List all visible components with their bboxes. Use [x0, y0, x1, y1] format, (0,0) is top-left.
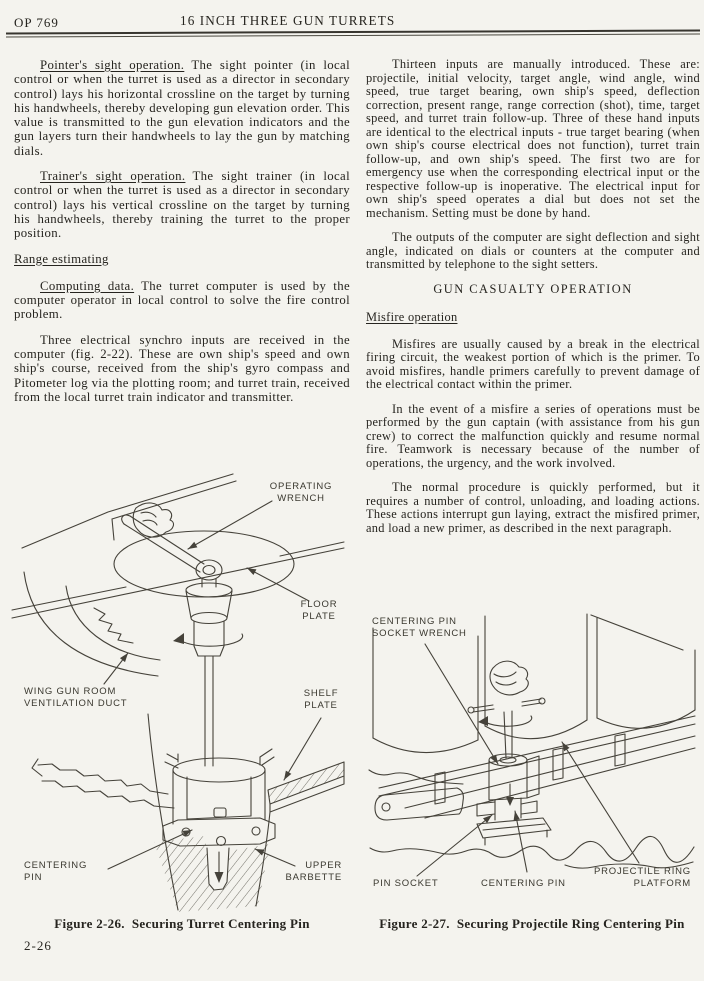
figure-label-operating-wrench: OPERATING WRENCH	[269, 481, 333, 505]
paragraph-pointer-sight: Pointer's sight operation. The sight pointer (in local control or when the turret is used as a director in secondary control) lays his horizontal crossline on the target by turning his handwheels, thereby developing gun elevation order. This value is transmitted to the gun elevation indicators and the gun layers turn their handwheels to lay the gun by matching dials.	[14, 58, 350, 158]
heading-range-estimating: Range estimating	[14, 251, 109, 266]
figure-label-floor-plate: FLOOR PLATE	[300, 599, 338, 623]
paragraph-computer-outputs: The outputs of the computer are sight deflection and sight angle, indicated on dials or counters at the computer and transmitted by telephone to the sight setters.	[366, 230, 700, 271]
figure-label-centering-pin: CENTERING PIN	[481, 878, 566, 889]
header-title: 16 INCH THREE GUN TURRETS	[180, 13, 396, 28]
paragraph-trainer-sight: Trainer's sight operation. The sight trainer (in local control or when the turret is used as a director in secondary control) lays his vertical crossline on the target by turning his handwheels, thereby training the turret to the proper position.	[14, 169, 350, 241]
paragraph-synchro-inputs: Three electrical synchro inputs are received in the computer (fig. 2-22). These are own ship's speed and own ship's course, received from the ship's gyro compass and Pitometer log via the plotting room; and turret train, received from the local turret train indicator and transmitter.	[14, 332, 350, 404]
figure-2-26-caption: Figure 2-26. Securing Turret Centering Pin	[54, 916, 310, 931]
header-rule	[6, 29, 700, 37]
heading-misfire-operation: Misfire operation	[366, 310, 458, 324]
figure-label-centering-pin-socket-wrench: CENTERING PIN SOCKET WRENCH	[372, 616, 467, 640]
paragraph-thirteen-inputs: Thirteen inputs are manually introduced. These are: projectile, initial velocity, target angle, wind angle, wind speed, true target bearing, own ship's speed, deflection correction, present range, range correction (shot), time, target speed, and turret train follow-up. Three of these hand inputs are identical to the electrical inputs - true target bearing (when own ship's course electrical does not function), turret train follow-up, and own ship's speed. The first two are for emergency use when the corresponding electrical input or the respective follow-up is inoperative. The electrical input for own ship's speed operates a dial but does not set the mechanism. Setting must be done by hand.	[366, 57, 700, 220]
header-op-number: OP 769	[14, 15, 59, 30]
underlined-lead: Computing data.	[40, 278, 135, 293]
figure-label-projectile-ring-platform: PROJECTILE RING PLATFORM	[594, 866, 691, 890]
paragraph-computing-data: Computing data. The turret computer is used by the computer operator in local control to solve the fire control problem.	[14, 278, 350, 322]
underlined-lead: Trainer's sight operation.	[40, 169, 186, 184]
paragraph-misfire-event: In the event of a misfire a series of operations must be performed by the gun captain (with assistance from his gun crew) to correct the malfunction quickly and resume normal fire. Teamwork is necessary because of the number of operations, the urgency, and the work involved.	[366, 401, 700, 470]
figure-label-upper-barbette: UPPER BARBETTE	[285, 860, 342, 884]
figure-label-wing-gun-room-ventilation-duct: WING GUN ROOM VENTILATION DUCT	[24, 686, 128, 710]
right-column	[366, 58, 700, 546]
left-column	[14, 58, 350, 415]
figure-2-27-caption: Figure 2-27. Securing Projectile Ring Centering Pin	[379, 916, 685, 931]
figure-2-27	[365, 608, 704, 908]
heading-gun-casualty: GUN CASUALTY OPERATION	[433, 281, 633, 296]
underlined-lead: Pointer's sight operation.	[40, 58, 185, 72]
page-number: 2-26	[24, 938, 52, 953]
figure-2-26	[8, 460, 348, 915]
paragraph-misfires: Misfires are usually caused by a break in the electrical firing circuit, the weakest portion of which is the primer. To avoid misfires, handle primers carefully to prevent damage of the electrical contact within the primer.	[366, 336, 700, 391]
figure-label-shelf-plate: SHELF PLATE	[303, 688, 339, 712]
figure-label-pin-socket: PIN SOCKET	[373, 878, 439, 889]
paragraph-normal-procedure: The normal procedure is quickly performed, but it requires a number of control, unloading, and loading actions. These actions interrupt gun laying, extract the misfired primer, and load a new primer, as described in the next paragraph.	[366, 480, 700, 535]
projectile-ring-centering-pin-drawing	[365, 608, 704, 908]
figure-label-centering-pin: CENTERING PIN	[24, 860, 88, 884]
